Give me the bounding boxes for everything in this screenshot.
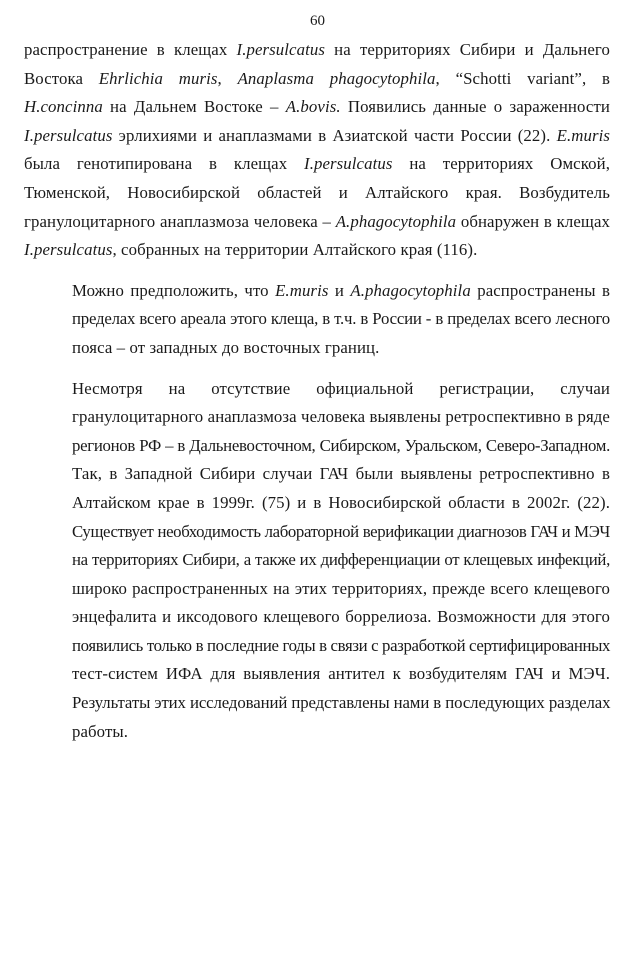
text-line [24,489,610,518]
text-run: была генотипирована в клещах [24,154,305,174]
text-run: пояса – от западных до восточных границ. [72,337,380,357]
text-line [24,150,610,179]
text-run: энцефалита и иксодового клещевого боррелиоза. Возможности для этого [72,607,610,627]
italic-term: Anaplasma phagocytophila [237,68,436,88]
page-number: 60 [310,13,325,29]
text-line [24,277,610,306]
italic-term: I.persulcatus [304,154,393,174]
text-run: Несмотря на отсутствие официальной регистрации, случаи [72,378,610,398]
text-run: Появились данные о зараженности [340,97,610,117]
text-run: Тюменской, Новосибирской областей и Алтайского края. Возбудитель [24,182,610,202]
italic-term: A.phagocytophila [350,280,471,300]
italic-term: Ehrlichia muris [98,68,218,88]
italic-term: A.bovis. [285,97,341,117]
text-line [24,334,610,363]
text-run: обнаружен в клещах [456,211,610,231]
text-run: гранулоцитарного анаплазмоза человека выявлены ретроспективно в ряде [72,407,610,427]
italic-term: E.muris [275,280,329,300]
text-run: , собранных на территории Алтайского края (116). [112,240,478,260]
text-run: гранулоцитарного анаплазмоза человека – [24,211,336,231]
paragraph [24,277,610,363]
text-run: пределах всего ареала этого клеща, в т.ч. в России - в пределах всего лесного [72,309,610,329]
text-line [24,305,610,334]
paragraph [24,36,610,265]
italic-term: I.persulcatus [24,240,113,260]
text-line [24,518,610,547]
text-line [24,460,610,489]
paragraph [24,375,610,747]
text-line [24,575,610,604]
text-line [24,660,610,689]
italic-term: H.concinna [24,97,103,117]
text-line [24,122,610,151]
text-run: Можно предположить, что [72,280,276,300]
text-run: Алтайском крае в 1999г. (75) и в Новосибирской области в 2002г. (22). [72,492,610,512]
text-line [24,403,610,432]
italic-term: E.muris [556,125,610,145]
text-run: Результаты этих исследований представлены нами в последующих разделах [72,693,611,713]
italic-term: A.phagocytophila [335,211,457,231]
text-run: тест-систем ИФА для выявления антител к возбудителям ГАЧ и МЭЧ. [72,664,610,684]
text-line [24,689,610,718]
text-run: на Дальнем Востоке – [102,97,286,117]
text-run: на территориях Сибири и Дальнего [324,40,610,59]
text-line [24,375,610,404]
text-run: распространение в клещах [24,40,237,59]
text-line [24,432,610,461]
text-line [24,632,610,661]
text-run: на территориях Сибири, а также их дифференциации от клещевых инфекций, [72,550,610,570]
italic-term: I.persulcatus [24,125,113,145]
text-run: , [217,68,238,88]
text-run: Существует необходимость лабораторной верификации диагнозов ГАЧ и МЭЧ [72,521,610,541]
text-run: широко распространенных на этих территориях, прежде всего клещевого [72,578,610,598]
text-line [24,546,610,575]
text-run: Так, в Западной Сибири случаи ГАЧ были выявлены ретроспективно в [72,464,610,484]
text-line [24,603,610,632]
text-line [24,36,610,65]
text-run: распространены в [470,280,611,300]
text-line [24,179,610,208]
text-run: эрлихиями и анаплазмами в Азиатской части России (22). [112,125,557,145]
text-run: на территориях Омской, [392,154,610,174]
italic-term: I.persulcatus [236,40,325,59]
text-run: появились только в последние годы в связи с разработкой сертифицированных [72,635,611,655]
text-line [24,65,610,94]
text-run: работы. [72,721,129,741]
text-line [24,208,610,237]
body-text [24,36,610,746]
text-line [24,93,610,122]
text-run: , “Schotti variant”, в [435,68,611,88]
text-run: и [328,280,351,300]
text-run: регионов РФ – в Дальневосточном, Сибирском, Уральском, Северо-Западном. [72,435,610,455]
text-line [24,718,610,747]
text-line [24,236,610,265]
text-run: Востока [24,68,99,88]
